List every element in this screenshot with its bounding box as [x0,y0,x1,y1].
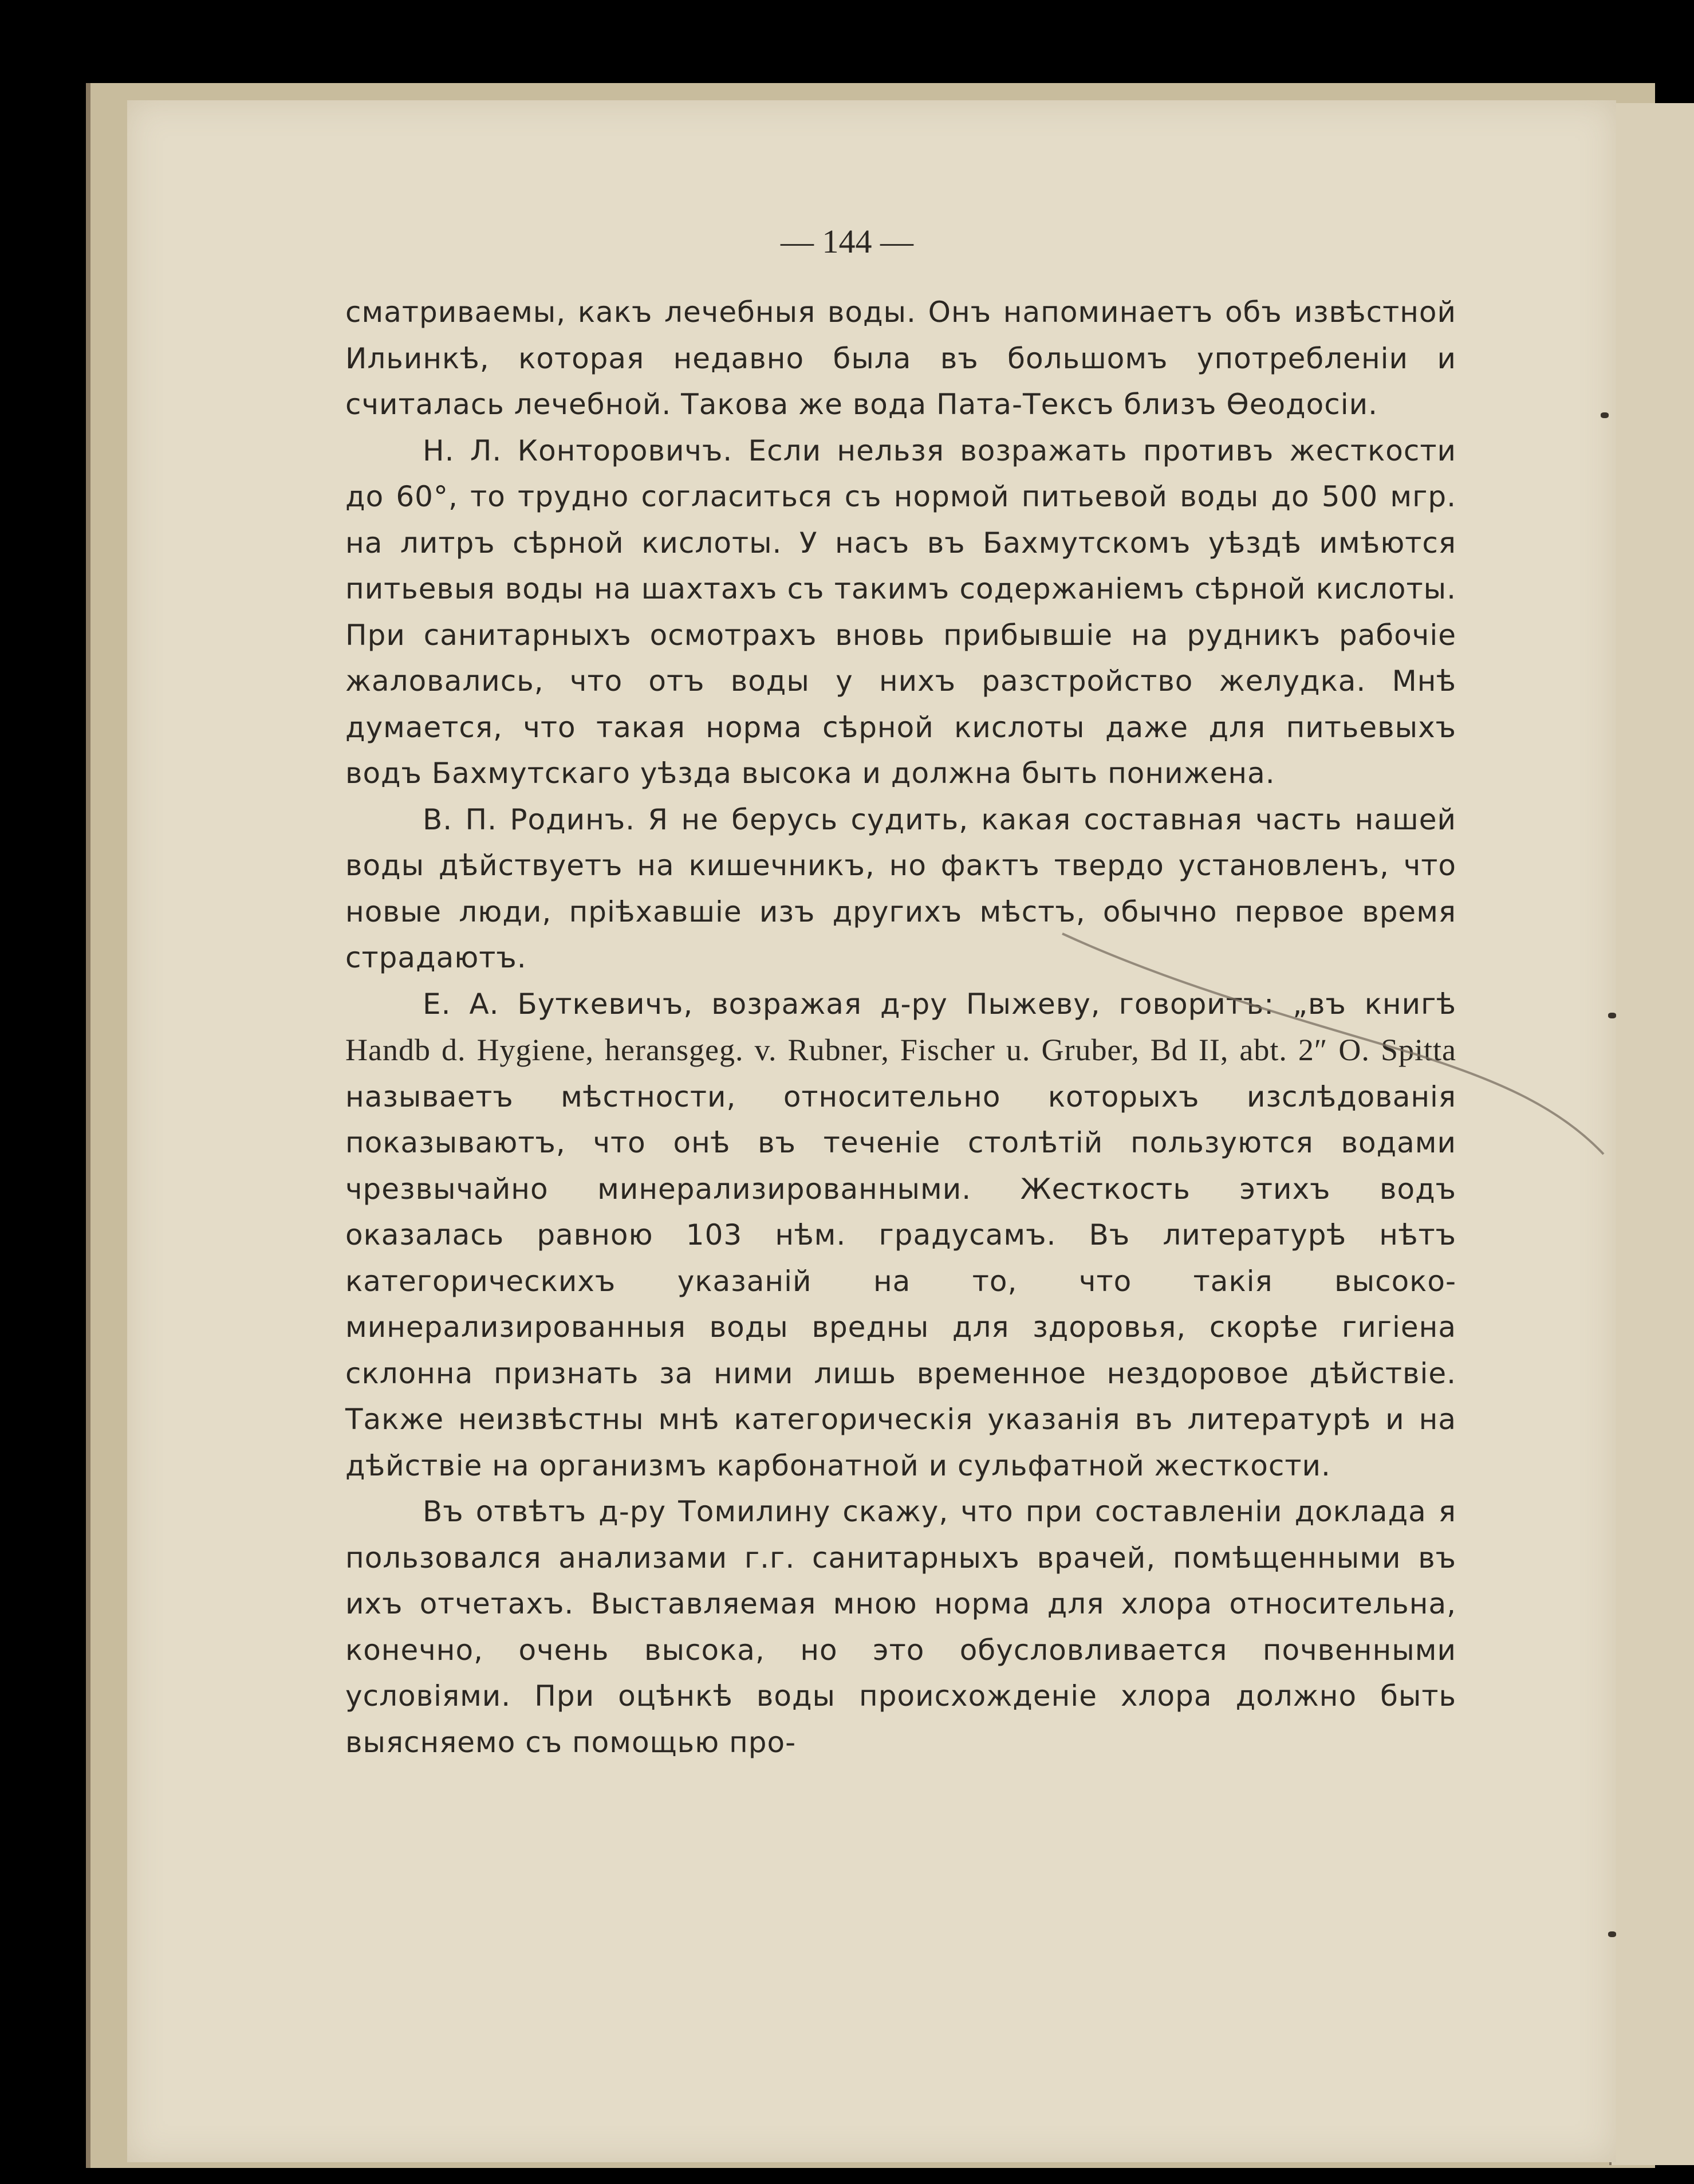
latin-citation: Handb d. Hygiene, heransgeg. v. Rubner, Fischer u. Gruber, Bd II, abt. 2″ O. Spitta [345,1033,1456,1067]
paragraph-rodin: В. П. Родинъ. Я не берусь судить, какая составная часть нашей воды дѣйствуетъ на кишечникъ, но фактъ твердо установленъ, что новые люди, пріѣхавшіе изъ другихъ мѣстъ, обычно первое время страдаютъ. [345,802,1456,974]
margin-mark [1608,1931,1616,1937]
next-page-edge [1609,103,1694,2165]
paragraph-continuation: сматриваемы, какъ лечебныя воды. Онъ напоминаетъ объ извѣстной Ильинкѣ, которая недавно была въ большомъ употребленіи и считалась лечебной. Такова же вода Пата-Тексъ близъ Ѳеодосіи. [345,296,1456,421]
page-number: — 144 — [781,223,913,260]
paragraph-butkevich-lead: Е. А. Буткевичъ, возражая д-ру Пыжеву, говоритъ: „въ книгѣ [423,987,1456,1021]
paragraph-butkevich-rest: называетъ мѣстности, относительно которыхъ изслѣдованія показываютъ, что онѣ въ теченіе столѣтій пользуются водами чрезвычайно минерализированными. Жесткость этихъ водъ оказалась равною 103 нѣм. градусамъ. Въ литературѣ нѣтъ категорическихъ указаній на то, что такія высоко-минерализированныя воды вредны для здоровья, скорѣе гигіена склонна признать за ними лишь временное нездоровое дѣйствіе. Также неизвѣстны мнѣ категорическія указанія въ литературѣ и на дѣйствіе на организмъ карбонатной и сульфатной жесткости. [345,1080,1456,1482]
paragraph-kontorovich: Н. Л. Конторовичъ. Если нельзя возражать противъ жесткости до 60°, то трудно согласиться съ нормой питьевой воды до 500 мгр. на литръ сѣрной кислоты. У насъ въ Бахмутскомъ уѣздѣ имѣются питьевыя воды на шахтахъ съ такимъ содержаніемъ сѣрной кислоты. При санитарныхъ осмотрахъ вновь прибывшіе на рудникъ рабочіе жаловались, что отъ воды у нихъ разстройство желудка. Мнѣ думается, что такая норма сѣрной кислоты даже для питьевыхъ водъ Бахмутскаго уѣзда высока и должна быть понижена. [345,434,1456,790]
margin-mark [1601,412,1609,418]
pencil-mark [1059,922,1609,1163]
paragraph-reply-tomilin: Въ отвѣтъ д-ру Томилину скажу, что при составленіи доклада я пользовался анализами г.г. санитарныхъ врачей, помѣщенными въ ихъ отчетахъ. Выставляемая мною норма для хлора относительна, конечно, очень высока, но это обусловливается почвенными условіями. При оцѣнкѣ воды происхожденіе хлора должно быть выясняемо съ помощью про- [345,1495,1456,1759]
margin-mark [1608,1013,1616,1018]
